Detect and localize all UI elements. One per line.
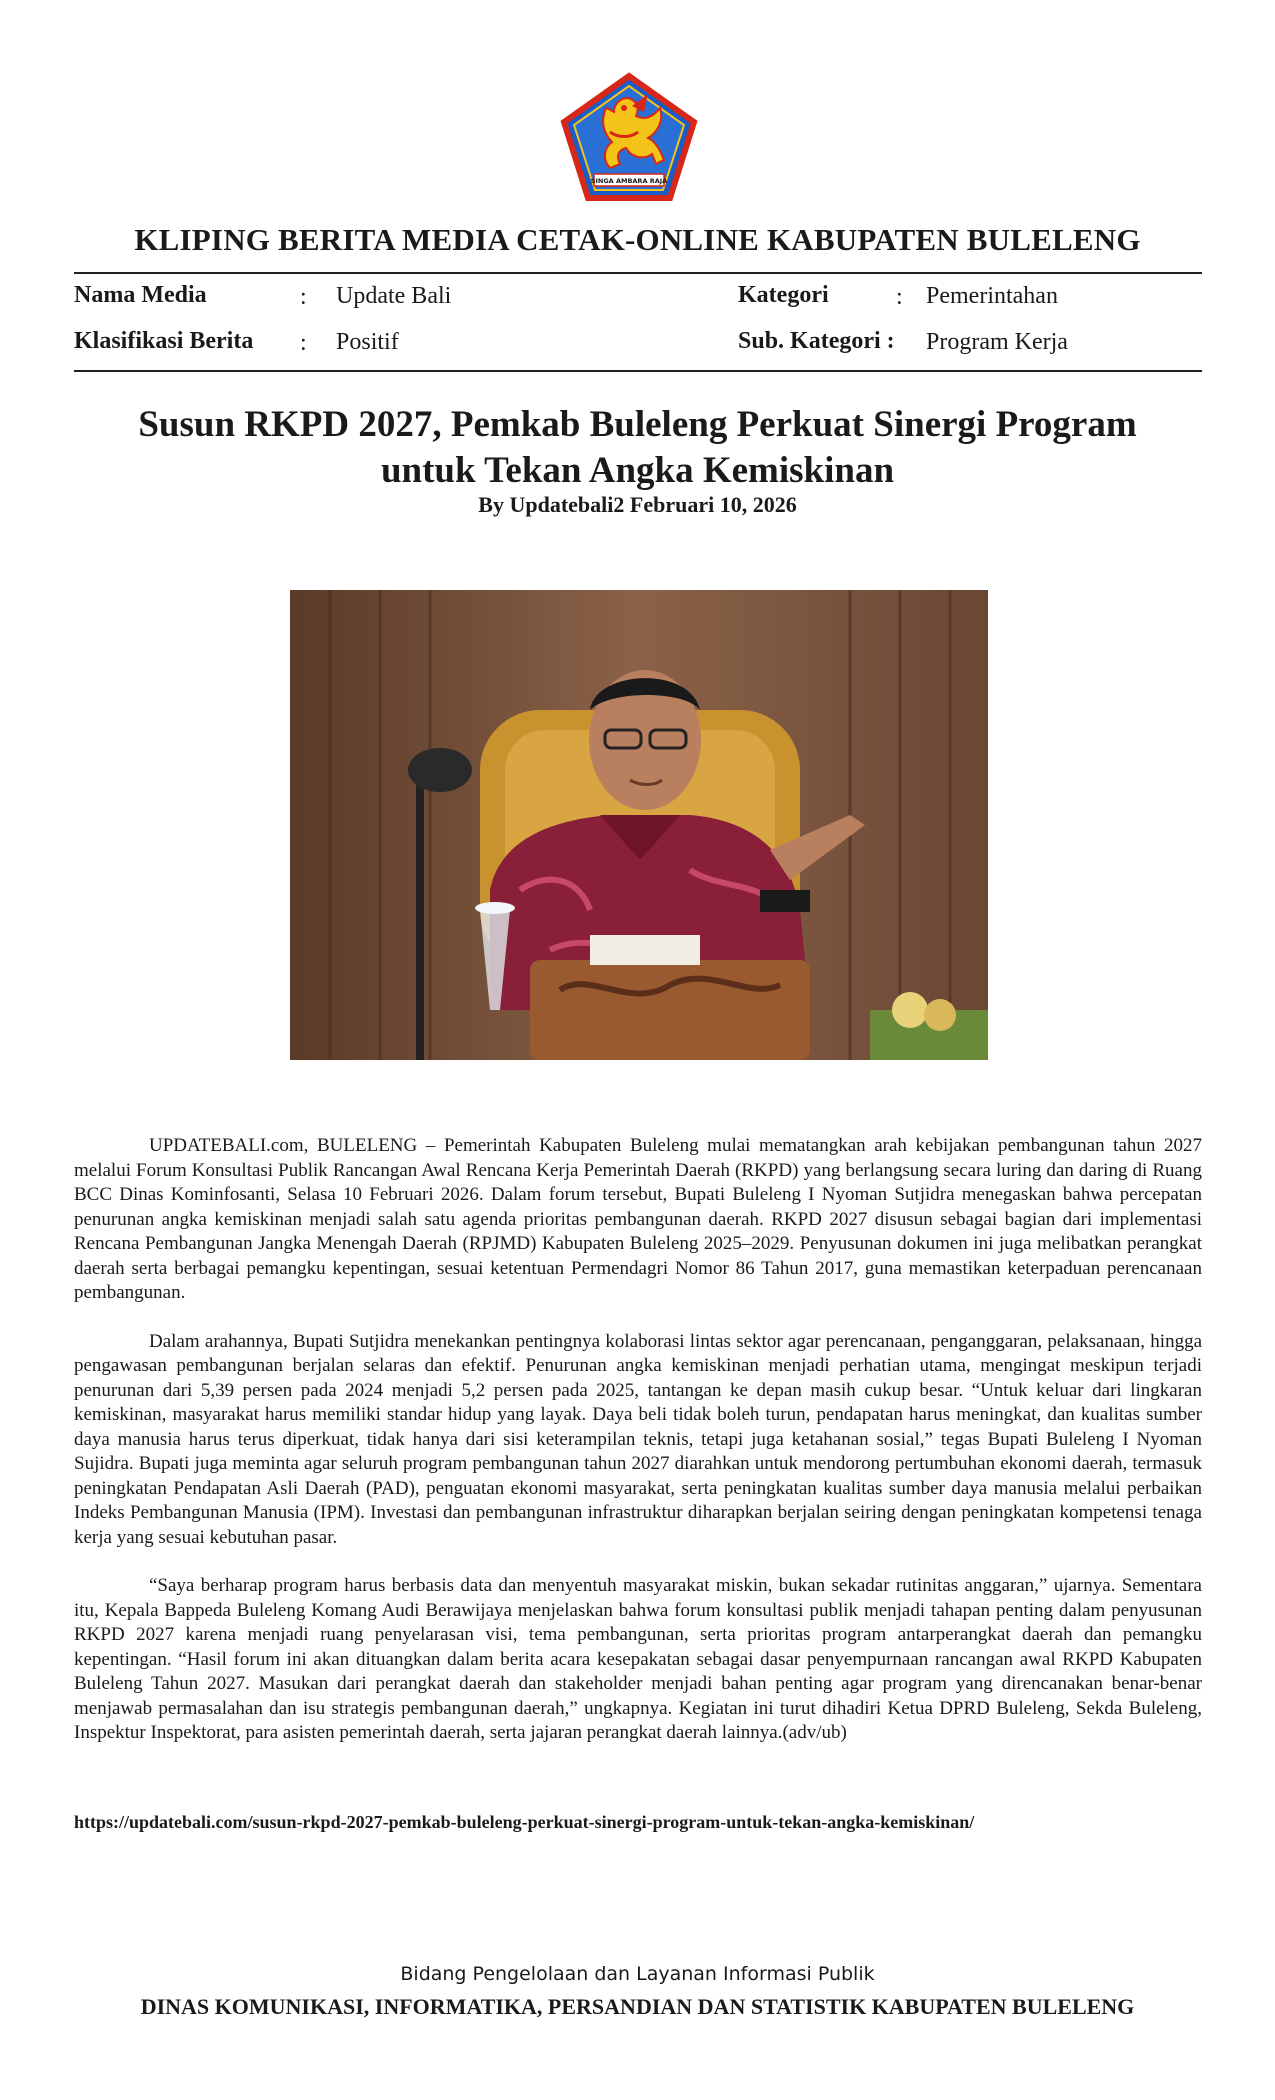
article-photo	[290, 590, 988, 1060]
clipping-header-title: KLIPING BERITA MEDIA CETAK-ONLINE KABUPATEN BULELENG	[134, 222, 1141, 257]
footer-division: Bidang Pengelolaan dan Layanan Informasi Publik	[400, 1963, 875, 1985]
media-colon: :	[300, 284, 307, 310]
kategori-value: Pemerintahan	[926, 283, 1058, 309]
article-paragraph-3: “Saya berharap program harus berbasis data dan menyentuh masyarakat miskin, bukan sekadar rutinitas anggaran,” ujarnya. Sementara itu, Kepala Bappeda Buleleng Komang Audi Berawijaya menjelaskan bahwa forum konsultasi publik menjadi tahapan penting dalam penyusunan RKPD 2027 karena menjadi ruang penyelarasan visi, tema pembangunan, serta prioritas program antarperangkat daerah dan pemangku kepentingan. “Hasil forum ini akan dituangkan dalam berita acara kesepakatan sebagai dasar penyempurnaan rancangan awal RKPD Kabupaten Buleleng Tahun 2027. Masukan dari perangkat daerah dan stakeholder menjadi bahan penting agar program yang direncanakan benar-benar menjawab permasalahan dan isu strategis pembangunan daerah,” ungkapnya. Kegiatan ini turut dihadiri Ketua DPRD Buleleng, Sekda Buleleng, Inspektur Inspektorat, para asisten pemerintah daerah, serta jajaran perangkat daerah lainnya.(adv/ub)	[74, 1575, 1202, 1743]
kategori-label: Kategori	[738, 282, 829, 308]
subkategori-label: Sub. Kategori :	[738, 328, 895, 354]
article-byline: By Updatebali2 Februari 10, 2026	[478, 492, 797, 517]
klasifikasi-value: Positif	[336, 329, 399, 355]
header-top-rule	[74, 272, 1202, 274]
header-bottom-rule	[74, 370, 1202, 372]
article-title: Susun RKPD 2027, Pemkab Buleleng Perkuat Sinergi Program untuk Tekan Angka Kemiskinan	[138, 404, 1137, 491]
regency-logo	[560, 72, 698, 202]
article-body	[74, 1134, 1202, 1770]
source-url-link[interactable]: https://updatebali.com/susun-rkpd-2027-pemkab-buleleng-perkuat-sinergi-program-untuk-tekan-angka-kemiskinan/	[74, 1812, 975, 1832]
subkategori-value: Program Kerja	[926, 329, 1068, 355]
footer-agency: DINAS KOMUNIKASI, INFORMATIKA, PERSANDIAN DAN STATISTIK KABUPATEN BULELENG	[140, 1994, 1135, 2019]
media-label: Nama Media	[74, 282, 207, 308]
media-value: Update Bali	[336, 283, 452, 309]
svg-text:SINGA AMBARA RAJA: SINGA AMBARA RAJA	[590, 177, 668, 185]
article-paragraph-1: UPDATEBALI.com, BULELENG – Pemerintah Kabupaten Buleleng mulai mematangkan arah kebijakan pembangunan tahun 2027 melalui Forum Konsultasi Publik Rancangan Awal Rencana Kerja Pemerintah Daerah (RKPD) yang berlangsung secara luring dan daring di Ruang BCC Dinas Kominfosanti, Selasa 10 Februari 2026. Dalam forum tersebut, Bupati Buleleng I Nyoman Sutjidra menegaskan bahwa percepatan penurunan angka kemiskinan menjadi salah satu agenda prioritas pembangunan daerah. RKPD 2027 disusun sebagai bagian dari implementasi Rencana Pembangunan Jangka Menengah Daerah (RPJMD) Kabupaten Buleleng 2025–2029. Penyusunan dokumen ini juga melibatkan perangkat daerah serta berbagai pemangku kepentingan, sesuai ketentuan Permendagri Nomor 86 Tahun 2017, guna memastikan keterpaduan perencanaan pembangunan.	[74, 1135, 1202, 1303]
kategori-colon: :	[896, 284, 903, 310]
klasifikasi-colon: :	[300, 330, 307, 356]
klasifikasi-label: Klasifikasi Berita	[74, 328, 254, 354]
article-paragraph-2: Dalam arahannya, Bupati Sutjidra menekankan pentingnya kolaborasi lintas sektor agar perencanaan, penganggaran, pelaksanaan, hingga pengawasan pembangunan berjalan selaras dan efektif. Penurunan angka kemiskinan menjadi perhatian utama, mengingat meskipun terjadi penurunan dari 5,39 persen pada 2024 menjadi 5,2 persen pada 2025, tantangan ke depan masih cukup besar. “Untuk keluar dari lingkaran kemiskinan, masyarakat harus memiliki standar hidup yang layak. Daya beli tidak boleh turun, pendapatan harus meningkat, dan kualitas sumber daya manusia harus terus diperkuat, tidak hanya dari sisi keterampilan teknis, tetapi juga ketahanan sosial,” tegas Bupati Buleleng I Nyoman Sujidra. Bupati juga meminta agar seluruh program pembangunan tahun 2027 diarahkan untuk mendorong pertumbuhan ekonomi daerah, termasuk peningkatan Pendapatan Asli Daerah (PAD), penguatan ekonomi masyarakat, serta peningkatan kualitas sumber daya manusia melalui perbaikan Indeks Pembangunan Manusia (IPM). Investasi dan pembangunan infrastruktur diharapkan berjalan seiring dengan peningkatan kompetensi tenaga kerja yang sesuai kebutuhan pasar.	[74, 1330, 1202, 1548]
